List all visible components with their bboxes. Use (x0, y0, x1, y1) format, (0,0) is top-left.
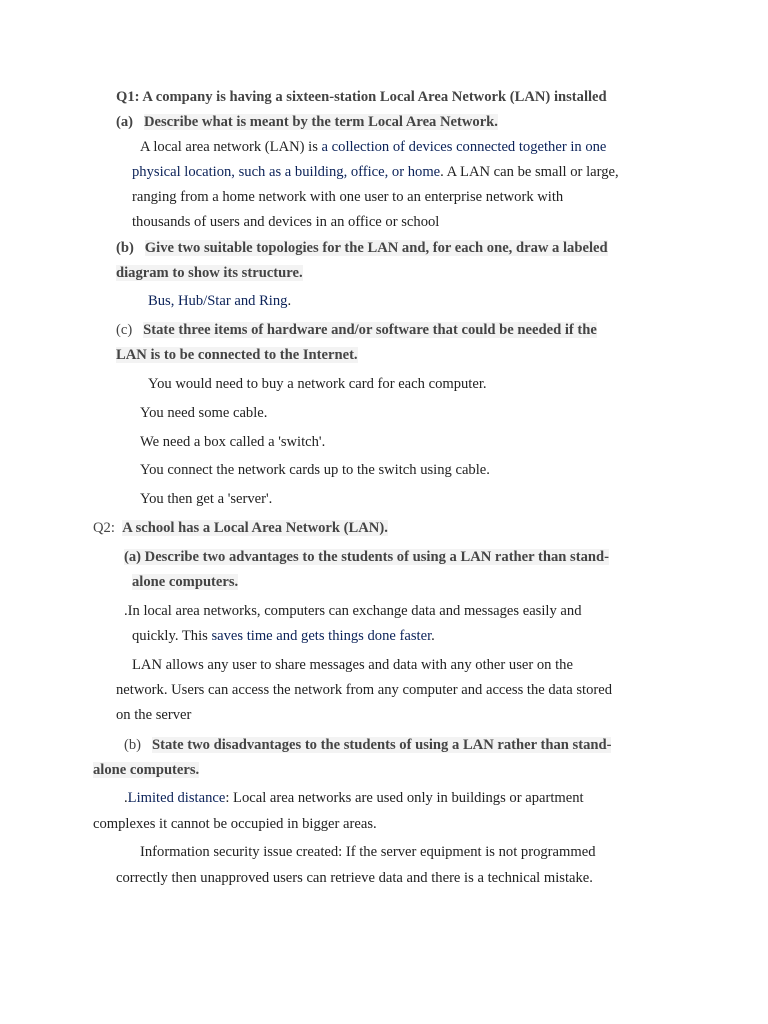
q1-b-question: Give two suitable topologies for the LAN and, for each one, draw a labeled (144, 240, 608, 256)
q2-b-answer-text: . (124, 790, 128, 806)
q1-c-answer-2: You need some cable. (140, 405, 268, 421)
q2-b-question-line-1 (124, 736, 611, 754)
q1-c-question-cont: LAN is to be connected to the Internet. (116, 347, 358, 363)
q2-a-answer-highlight: saves time and gets things done faster (211, 628, 432, 644)
q1-c-answer-5: You then get a 'server'. (140, 491, 273, 507)
q2-b-answer-highlight: Limited distance (127, 790, 226, 806)
q2-b-answer-text: : Local area networks are used only in buildings or apartment (225, 790, 584, 806)
q1-b-label: (b) (116, 240, 134, 256)
q2-b-question-cont: alone computers. (93, 762, 200, 778)
q1-c-question-line-2 (116, 346, 358, 364)
q1-c-answer-3: We need a box called a 'switch'. (140, 434, 326, 450)
q1-c-answer-1: You would need to buy a network card for each computer. (148, 376, 487, 392)
q1-a-answer-highlight: physical location, such as a building, office, or home (132, 164, 441, 180)
q2-b-answer-2-line-1: Information security issue created: If the server equipment is not programmed (140, 844, 596, 860)
q1-c-label: (c) (116, 322, 133, 338)
q2-a-answer-1-line-2 (132, 627, 435, 645)
q2-a-question-line-1 (124, 548, 609, 566)
q1-b-answer-text: Bus, Hub/Star and Ring (148, 293, 288, 309)
q1-b-answer-end: . (287, 293, 292, 309)
q2-a-answer-2-line-3: on the server (116, 707, 192, 723)
q2-a-answer-2-line-1: LAN allows any user to share messages and data with any other user on the (132, 657, 573, 673)
q2-b-label: (b) (124, 737, 142, 753)
q2-b-answer-1-line-1 (124, 789, 584, 807)
q2-b-question: State two disadvantages to the students of using a LAN rather than stand- (151, 737, 612, 753)
q2-a-question-cont: alone computers. (132, 574, 239, 590)
q2-a-answer-text: quickly. This (132, 628, 212, 644)
q1-part-c-heading (116, 321, 597, 339)
q1-a-answer-text: A local area network (LAN) is (140, 139, 322, 155)
q1-b-question-line-2 (116, 264, 303, 282)
q2-a-question: (a) Describe two advantages to the students of using a LAN rather than stand- (124, 549, 609, 565)
q1-a-answer-line-4: thousands of users and devices in an office or school (132, 214, 440, 230)
q1-a-label: (a) (116, 114, 134, 130)
q1-a-question: Describe what is meant by the term Local Area Network. (143, 114, 498, 130)
q1-b-question-cont: diagram to show its structure. (116, 265, 303, 281)
q1-title: Q1: A company is having a sixteen-station Local Area Network (LAN) installed (116, 89, 607, 105)
q2-title-line (93, 519, 388, 537)
q1-a-answer-highlight: a collection of devices connected together in one (321, 139, 607, 155)
q2-a-answer-1-line-1: .In local area networks, computers can exchange data and messages easily and (124, 603, 582, 619)
q1-c-answer-4: You connect the network cards up to the switch using cable. (140, 462, 490, 478)
q2-b-question-line-2 (93, 761, 199, 779)
q2-a-answer-text: . (431, 628, 435, 644)
q2-a-answer-2-line-2: network. Users can access the network from any computer and access the data stored (116, 682, 612, 698)
q1-a-answer-line-3: ranging from a home network with one user to an enterprise network with (132, 189, 564, 205)
q2-title: A school has a Local Area Network (LAN). (122, 520, 388, 536)
q1-a-answer-line-1 (140, 138, 606, 156)
q1-part-a-heading (116, 113, 498, 131)
q1-b-answer (148, 292, 291, 310)
q1-a-answer-line-2 (132, 163, 619, 181)
q1-c-question: State three items of hardware and/or software that could be needed if the (143, 322, 597, 338)
q2-b-answer-1-line-2: complexes it cannot be occupied in bigger areas. (93, 816, 377, 832)
q2-label: Q2: (93, 520, 115, 536)
q1-part-b-heading (116, 239, 608, 257)
q2-b-answer-2-line-2: correctly then unapproved users can retrieve data and there is a technical mistake. (116, 870, 593, 886)
q2-a-question-line-2 (132, 573, 238, 591)
q1-a-answer-text: . A LAN can be small or large, (440, 164, 619, 180)
